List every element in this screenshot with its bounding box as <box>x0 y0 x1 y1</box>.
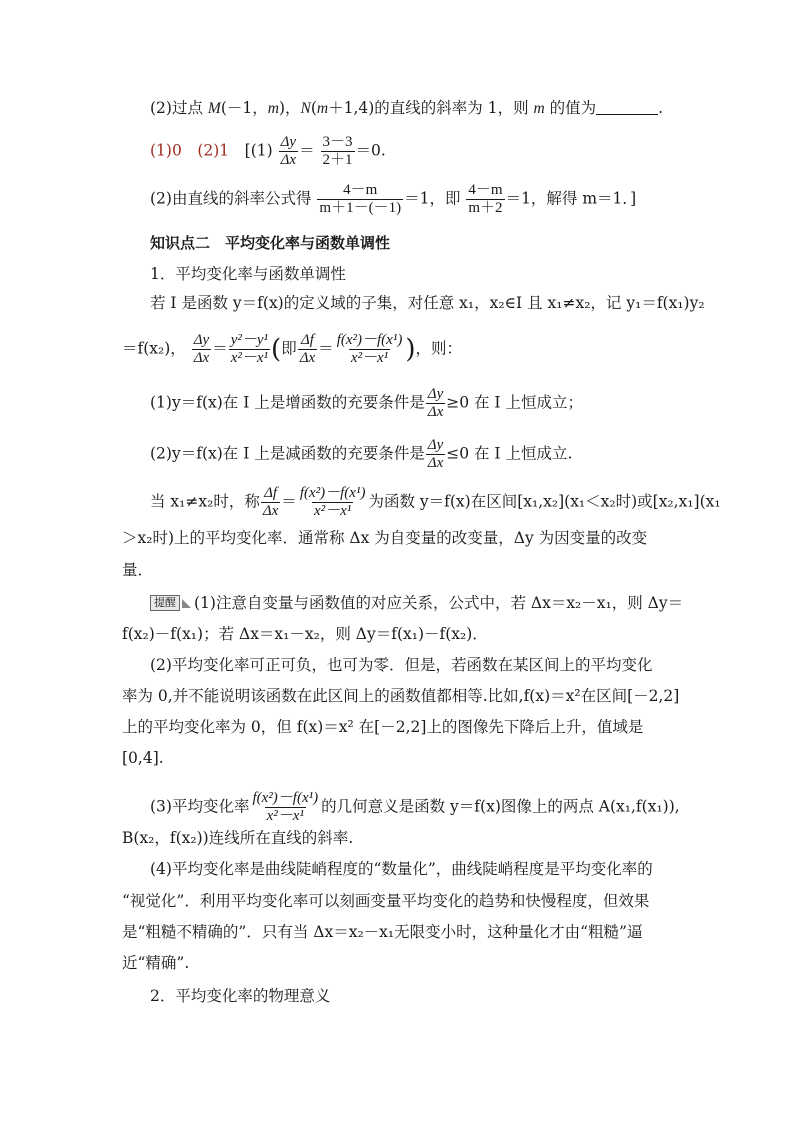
condition-decreasing: (2)y＝f(x)在 I 上是减函数的充要条件是 $\frac{\Delta y}{\Delta x}$ ≤0 在 I 上恒成立. <box>150 437 573 471</box>
paragraph-1-line-2: ＝f(x₂)， $\frac{\Delta y}{\Delta x}$ ＝ $\frac{\text{y²－y¹}}{\text{x²－x¹}}$ (即 $\frac{\Delta f}{\Delta x}$ ＝ $\frac{\text{f(x²)－f(x¹)}}{\text{x²－x¹}}$ )，则： <box>122 332 462 366</box>
question-2: (2)过点 M(－1，m)，N(m＋1,4)的直线的斜率为 1，则 m 的值为 . <box>150 99 664 117</box>
paragraph-2-line-3: 量． <box>122 561 154 579</box>
subsection-heading-1: 1．平均变化率与函数单调性 <box>150 265 346 283</box>
tip-2-line-4: [0,4]. <box>122 749 164 767</box>
fraction-dy-dx: $\frac{\Delta y}{\Delta x}$ <box>280 134 297 168</box>
answer-blank <box>596 100 658 115</box>
subsection-heading-2: 2．平均变化率的物理意义 <box>150 987 331 1005</box>
fraction-slope-2: $\frac{4-m}{m+2}$ <box>468 182 503 216</box>
tip-line-1: 提醒 (1)注意自变量与函数值的对应关系，公式中，若 Δx＝x₂－x₁，则 Δy＝ <box>150 593 683 613</box>
tip-4-line-3: 是“粗糙不精确的”．只有当 Δx＝x₂－x₁无限变小时，这种量化才由“粗糙”逼 <box>122 923 643 941</box>
answer-2-line: (2)由直线的斜率公式得 $\frac{4-m}{m+1-(-1)}$ ＝1，即 $\frac{4-m}{m+2}$ ＝1，解得 m＝1．] <box>150 182 637 216</box>
paragraph-2-line-1: 当 x₁≠x₂时，称 $\frac{\Delta f}{\Delta x}$ ＝ $\frac{\text{f(x²)－f(x¹)}}{\text{x²－x¹}}$ 为函数 y＝f(x)在区间[x₁,x₂](x₁＜x₂时)或[x₂,x₁](x₁ <box>150 485 721 519</box>
condition-increasing: (1)y＝f(x)在 I 上是增函数的充要条件是 $\frac{\Delta y}{\Delta x}$ ≥0 在 I 上恒成立； <box>150 386 583 420</box>
tip-2-line-2: 率为 0,并不能说明该函数在此区间上的函数值都相等.比如,f(x)＝x²在区间[－2,2] <box>122 687 680 705</box>
fraction-slope-1: $\frac{4-m}{m+1-(-1)}$ <box>319 182 402 216</box>
tip-line-2: f(x₂)－f(x₁)；若 Δx＝x₁－x₂，则 Δy＝f(x₁)－f(x₂)． <box>122 625 488 643</box>
tip-2-line-1: (2)平均变化率可正可负，也可为零．但是，若函数在某区间上的平均变化 <box>150 656 653 674</box>
paragraph-1-line-1: 若 I 是函数 y＝f(x)的定义域的子集，对任意 x₁，x₂∈I 且 x₁≠x₂，记 y₁＝f(x₁)y₂ <box>150 294 705 312</box>
paragraph-2-line-2: ＞x₂时)上的平均变化率．通常称 Δx 为自变量的改变量，Δy 为因变量的改变 <box>122 529 648 547</box>
tip-2-line-3: 上的平均变化率为 0，但 f(x)＝x² 在[－2,2]上的图像先下降后上升，值域是 <box>122 718 644 736</box>
tip-4-line-4: 近“精确”. <box>122 954 190 972</box>
answer-line: (1)0 (2)1 [(1) $\frac{\Delta y}{\Delta x}$ ＝ $\frac{3-3}{2+1}$ ＝0. <box>150 134 386 168</box>
tip-4-line-1: (4)平均变化率是曲线陡峭程度的“数量化”，曲线陡峭程度是平均变化率的 <box>150 860 653 878</box>
tip-4-line-2: “视觉化”．利用平均变化率可以刻画变量平均变化的趋势和快慢程度，但效果 <box>122 892 650 910</box>
tip-badge: 提醒 <box>150 595 180 611</box>
tip-icon <box>182 599 191 608</box>
tip-3-line-2: B(x₂，f(x₂))连线所在直线的斜率. <box>122 829 354 847</box>
tip-3-line-1: (3)平均变化率 $\frac{\text{f(x²)－f(x¹)}}{\text{x²－x¹}}$ 的几何意义是函数 y＝f(x)图像上的两点 A(x₁,f(x₁)), <box>150 790 680 824</box>
section-heading: 知识点二 平均变化率与函数单调性 <box>150 234 391 252</box>
fraction-value: $\frac{3-3}{2+1}$ <box>322 134 353 168</box>
